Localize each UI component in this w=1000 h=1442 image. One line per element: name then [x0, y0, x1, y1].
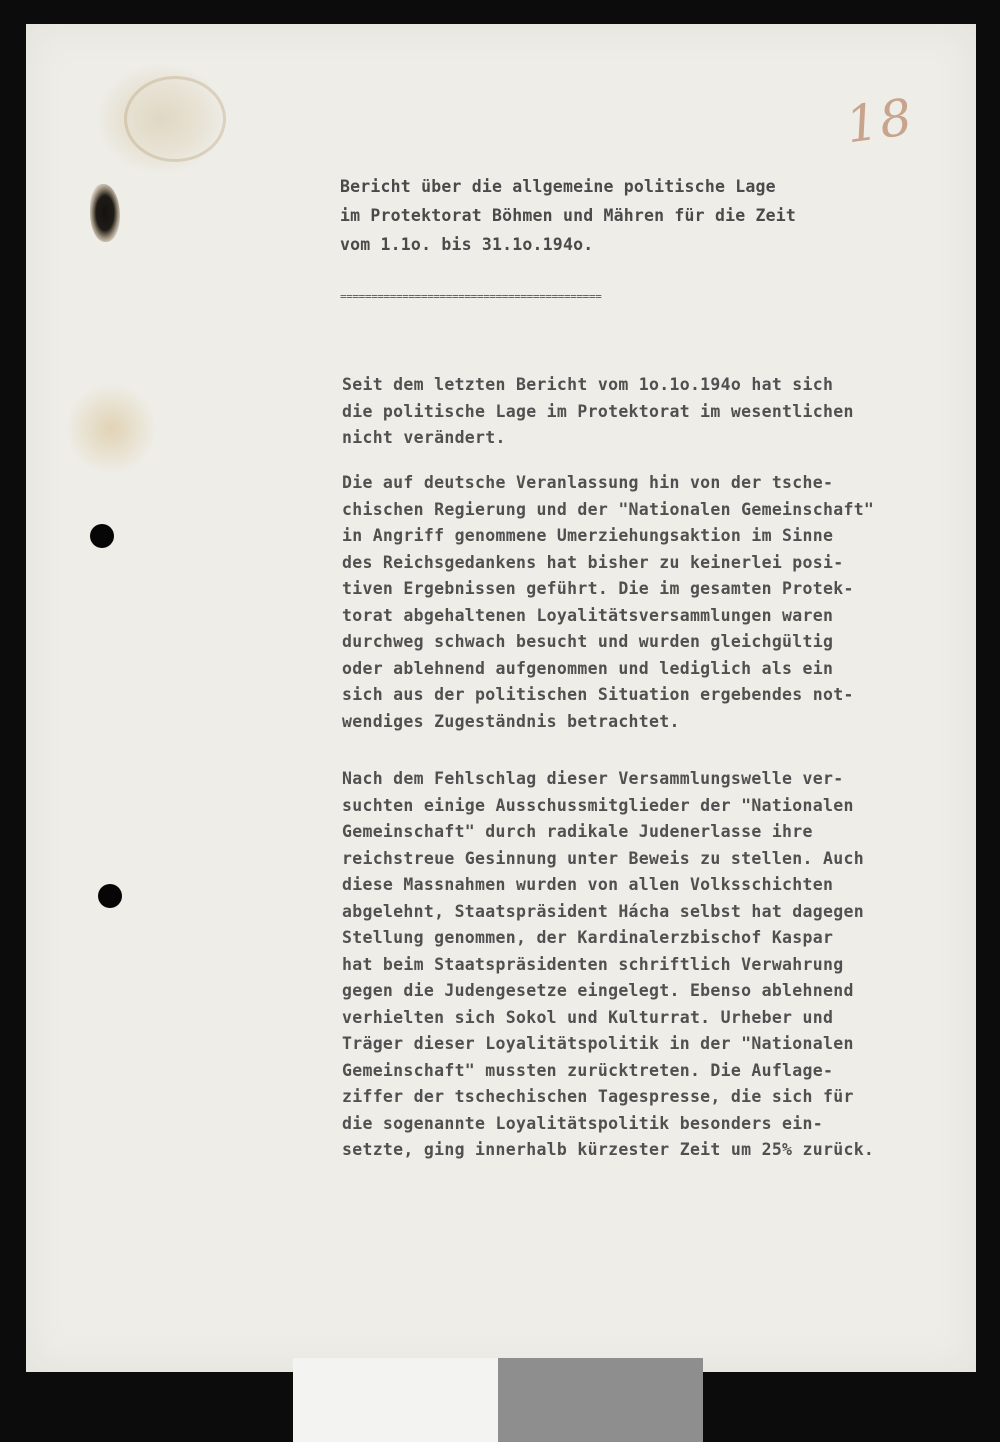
text-line: in Angriff genommene Umerziehungsaktion im Sinne [342, 526, 834, 545]
text-line: chischen Regierung und der "Nationalen Gemeinschaft" [342, 499, 875, 519]
text-line: oder ablehnend aufgenommen und lediglich als ein [342, 658, 834, 678]
text-line: des Reichsgedankens hat bisher zu keinerlei posi- [342, 552, 844, 572]
text-line: diese Massnahmen wurden von allen Volksschichten [342, 875, 834, 894]
text-line: reichstreue Gesinnung unter Beweis zu stellen. Auch [342, 848, 864, 868]
text-line: suchten einige Ausschussmitglieder der "Nationalen [342, 795, 854, 815]
text-line: Nach dem Fehlschlag dieser Versammlungswelle ver- [342, 769, 844, 788]
paragraph-3 [342, 766, 962, 1164]
text-line: wendiges Zugeständnis betrachtet. [342, 711, 680, 731]
scan-color-strip [293, 1358, 703, 1442]
title-underline: ========================================== [340, 290, 602, 303]
text-line: Gemeinschaft" durch radikale Judenerlasse ihre [342, 822, 813, 841]
text-line: die politische Lage im Protektorat im wesentlichen [342, 401, 854, 421]
punch-hole-bottom [98, 884, 122, 908]
text-line: sich aus der politischen Situation ergebendes not- [342, 685, 854, 704]
scan-strip-white [293, 1358, 498, 1442]
text-line: setzte, ging innerhalb kürzester Zeit um 25% zurück. [342, 1140, 875, 1159]
water-stain [66, 384, 156, 474]
title-line: vom 1.1o. bis 31.1o.194o. [340, 235, 594, 254]
text-line: gegen die Judengesetze eingelegt. Ebenso ablehnend [342, 981, 854, 1000]
paragraph-1 [342, 372, 962, 452]
report-title [340, 172, 900, 259]
text-line: Die auf deutsche Veranlassung hin von der tsche- [342, 473, 834, 492]
punch-hole-top [90, 524, 114, 548]
text-line: torat abgehaltenen Loyalitätsversammlungen waren [342, 605, 834, 625]
paragraph-2 [342, 470, 962, 735]
text-line: Seit dem letzten Bericht vom 1o.1o.194o hat sich [342, 375, 834, 394]
burn-hole [90, 184, 120, 242]
text-line: Gemeinschaft" mussten zurücktreten. Die Auflage- [342, 1060, 834, 1080]
text-line: Träger dieser Loyalitätspolitik in der "Nationalen [342, 1034, 854, 1053]
title-line: Bericht über die allgemeine politische Lage [340, 177, 776, 196]
text-line: Stellung genommen, der Kardinalerzbischof Kaspar [342, 928, 834, 947]
scan-strip-gray [498, 1358, 703, 1442]
text-line: abgelehnt, Staatspräsident Hácha selbst hat dagegen [342, 901, 864, 921]
text-line: ziffer der tschechischen Tagespresse, die sich für [342, 1087, 854, 1106]
text-line: hat beim Staatspräsidenten schriftlich Verwahrung [342, 954, 844, 974]
text-line: verhielten sich Sokol und Kulturrat. Urheber und [342, 1007, 834, 1027]
title-line: im Protektorat Böhmen und Mähren für die Zeit [340, 206, 797, 225]
handwritten-page-number: 18 [842, 87, 918, 155]
text-line: nicht verändert. [342, 428, 506, 447]
text-line: tiven Ergebnissen geführt. Die im gesamten Protek- [342, 579, 854, 598]
text-line: durchweg schwach besucht und wurden gleichgültig [342, 632, 834, 651]
burn-stain-ring [124, 76, 226, 162]
text-line: die sogenannte Loyalitätspolitik besonders ein- [342, 1113, 823, 1133]
